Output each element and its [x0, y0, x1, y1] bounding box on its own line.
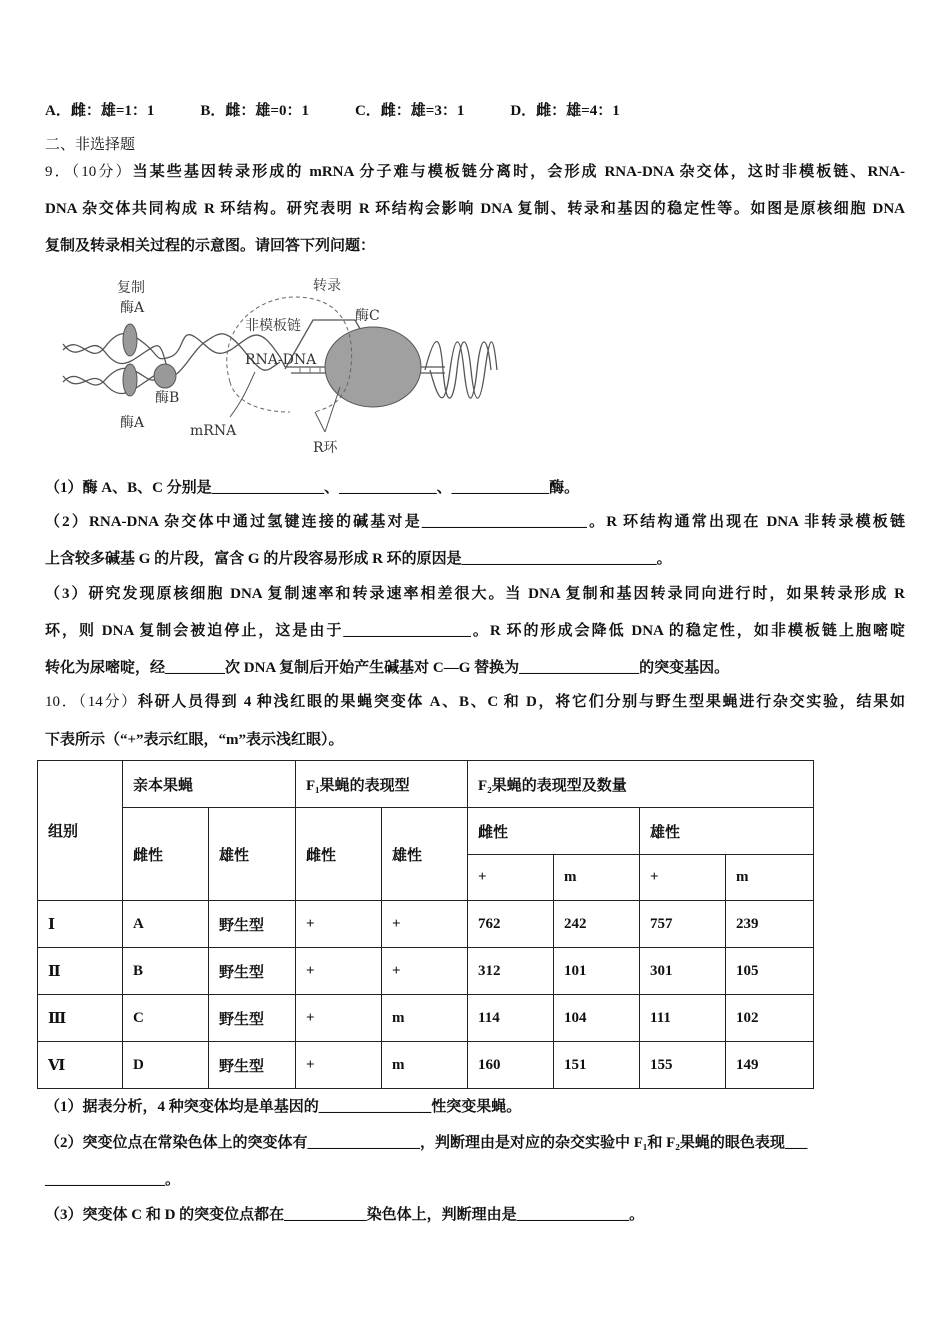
header-f2-male: 雄性	[640, 808, 814, 855]
cell-f2-female-m: 101	[554, 948, 640, 995]
cell-f2-female-plus: 312	[468, 948, 554, 995]
cell-f1-female: +	[296, 995, 382, 1042]
cell-group: Ⅱ	[38, 948, 123, 995]
label-enzyme-b: 酶B	[155, 390, 180, 406]
table-row	[38, 995, 814, 1042]
header-f1: F₁果蝇的表现型	[296, 761, 468, 808]
cell-f1-male: m	[382, 1042, 468, 1089]
table-row	[38, 901, 814, 948]
option-a: A．雌：雄=1：1	[45, 103, 155, 119]
q9-sub-3c: 转化为尿嘧啶，经________次 DNA 复制后开始产生碱基对 C—G 替换为________________的突变基因。	[45, 660, 730, 676]
header-f2: F₂果蝇的表现型及数量	[468, 761, 814, 808]
option-d: D．雌：雄=4：1	[510, 103, 620, 119]
label-enzyme-c: 酶C	[355, 308, 380, 324]
q10-stem-line-1	[45, 692, 905, 712]
cell-f2-female-m: 151	[554, 1042, 640, 1089]
cell-male-parent: 野生型	[209, 1042, 296, 1089]
label-non-template: 非模板链	[245, 318, 301, 334]
header-f2-male-m: m	[726, 855, 814, 901]
cell-f2-male-plus: 301	[640, 948, 726, 995]
q9-sub-3a: （3）研究发现原核细胞 DNA 复制速率和转录速率相差很大。当 DNA 复制和基因转录同向进行时，如果转录形成 R	[45, 586, 905, 602]
cell-f2-female-plus: 762	[468, 901, 554, 948]
label-enzyme-a-top: 酶A	[120, 300, 145, 316]
results-table	[37, 760, 814, 1089]
table-row	[38, 948, 814, 995]
label-enzyme-a-bottom: 酶A	[120, 415, 145, 431]
header-f2-female-m: m	[554, 855, 640, 901]
q9-sub-3b: 环，则 DNA 复制会被迫停止，这是由于_________________。R 环的形成会降低 DNA 的稳定性，如非模板链上胞嘧啶	[45, 623, 905, 639]
q10-sub-1: （1）据表分析，4 种突变体均是单基因的_______________性突变果蝇。	[45, 1099, 522, 1115]
header-row-1	[38, 761, 814, 808]
option-b: B．雌：雄=0：1	[200, 103, 309, 119]
cell-f2-male-m: 239	[726, 901, 814, 948]
header-parent-female: 雌性	[123, 808, 209, 901]
cell-f1-female: +	[296, 948, 382, 995]
cell-f2-female-plus: 160	[468, 1042, 554, 1089]
cell-f2-male-m: 102	[726, 995, 814, 1042]
enzyme-c-shape	[325, 327, 421, 407]
cell-f2-male-plus: 155	[640, 1042, 726, 1089]
header-group: 组别	[38, 761, 123, 901]
cell-f2-female-m: 242	[554, 901, 640, 948]
q10-number: 10．（14分）	[45, 694, 138, 710]
option-c: C．雌：雄=3：1	[354, 103, 465, 119]
q9-sub-2b: 上含较多碱基 G 的片段，富含 G 的片段容易形成 R 环的原因是__________________________。	[45, 551, 672, 567]
cell-male-parent: 野生型	[209, 948, 296, 995]
cell-group: Ⅵ	[38, 1042, 123, 1089]
cell-male-parent: 野生型	[209, 995, 296, 1042]
label-replication: 复制	[117, 280, 145, 296]
cell-female-parent: B	[123, 948, 209, 995]
cell-female-parent: D	[123, 1042, 209, 1089]
q9-stem-text: 当某些基因转录形成的 mRNA 分子难与模板链分离时，会形成 RNA-DNA 杂交体，这时非模板链、RNA-	[132, 164, 905, 180]
q10-sub-2b: ________________。	[45, 1172, 181, 1188]
cell-f1-female: +	[296, 1042, 382, 1089]
cell-group: Ⅲ	[38, 995, 123, 1042]
q10-stem-line-2: 下表所示（“+”表示红眼，“m”表示浅红眼）。	[45, 732, 344, 748]
enzyme-b-shape	[154, 364, 176, 388]
cell-f2-male-plus: 757	[640, 901, 726, 948]
header-f1-male: 雄性	[382, 808, 468, 901]
label-mrna: mRNA	[190, 423, 237, 439]
cell-female-parent: C	[123, 995, 209, 1042]
q10-sub-2a: （2）突变位点在常染色体上的突变体有_______________，判断理由是对应的杂交实验中 F₁和 F₂果蝇的眼色表现___	[45, 1135, 808, 1151]
enzyme-a-top-shape	[123, 324, 137, 356]
cell-f1-male: +	[382, 948, 468, 995]
q9-stem-line-1	[45, 162, 905, 182]
cell-f2-female-plus: 114	[468, 995, 554, 1042]
cell-female-parent: A	[123, 901, 209, 948]
q9-sub-2a: （2）RNA-DNA 杂交体中通过氢键连接的碱基对是______________________。R 环结构通常出现在 DNA 非转录模板链	[45, 514, 905, 530]
cell-f1-male: m	[382, 995, 468, 1042]
header-f2-male-plus: +	[640, 855, 726, 901]
cell-f1-male: +	[382, 901, 468, 948]
cell-f1-female: +	[296, 901, 382, 948]
header-f2-female-plus: +	[468, 855, 554, 901]
label-transcription: 转录	[313, 278, 341, 294]
table-row	[38, 1042, 814, 1089]
cell-group: Ⅰ	[38, 901, 123, 948]
cell-f2-male-plus: 111	[640, 995, 726, 1042]
r-loop-pointer	[315, 387, 340, 432]
header-f1-female: 雌性	[296, 808, 382, 901]
cell-f2-male-m: 105	[726, 948, 814, 995]
header-parents: 亲本果蝇	[123, 761, 296, 808]
header-row-2	[38, 808, 814, 855]
q8-options	[45, 101, 666, 121]
q10-stem-text: 科研人员得到 4 种浅红眼的果蝇突变体 A、B、C 和 D，将它们分别与野生型果蝇进行杂交实验，结果如	[137, 694, 905, 710]
q9-stem-line-3: 复制及转录相关过程的示意图。请回答下列问题：	[45, 238, 376, 254]
enzyme-a-bottom-shape	[123, 364, 137, 396]
cell-f2-female-m: 104	[554, 995, 640, 1042]
cell-male-parent: 野生型	[209, 901, 296, 948]
header-f2-female: 雌性	[468, 808, 640, 855]
q9-number: 9．（10分）	[45, 164, 133, 180]
cell-f2-male-m: 149	[726, 1042, 814, 1089]
label-r-loop: R环	[313, 440, 338, 456]
mrna-pointer	[230, 372, 255, 417]
label-hybrid: RNA-DNA	[245, 352, 317, 368]
section-title: 二、非选择题	[45, 137, 136, 153]
r-loop-diagram	[55, 272, 505, 457]
q10-sub-3: （3）突变体 C 和 D 的突变位点都在___________染色体上，判断理由是_______________。	[45, 1207, 645, 1223]
header-parent-male: 雄性	[209, 808, 296, 901]
q9-sub-1: （1）酶 A、B、C 分别是_______________、_____________、_____________酶。	[45, 480, 580, 496]
q9-stem-line-2: DNA 杂交体共同构成 R 环结构。研究表明 R 环结构会影响 DNA 复制、转录和基因的稳定性等。如图是原核细胞 DNA	[45, 201, 905, 217]
